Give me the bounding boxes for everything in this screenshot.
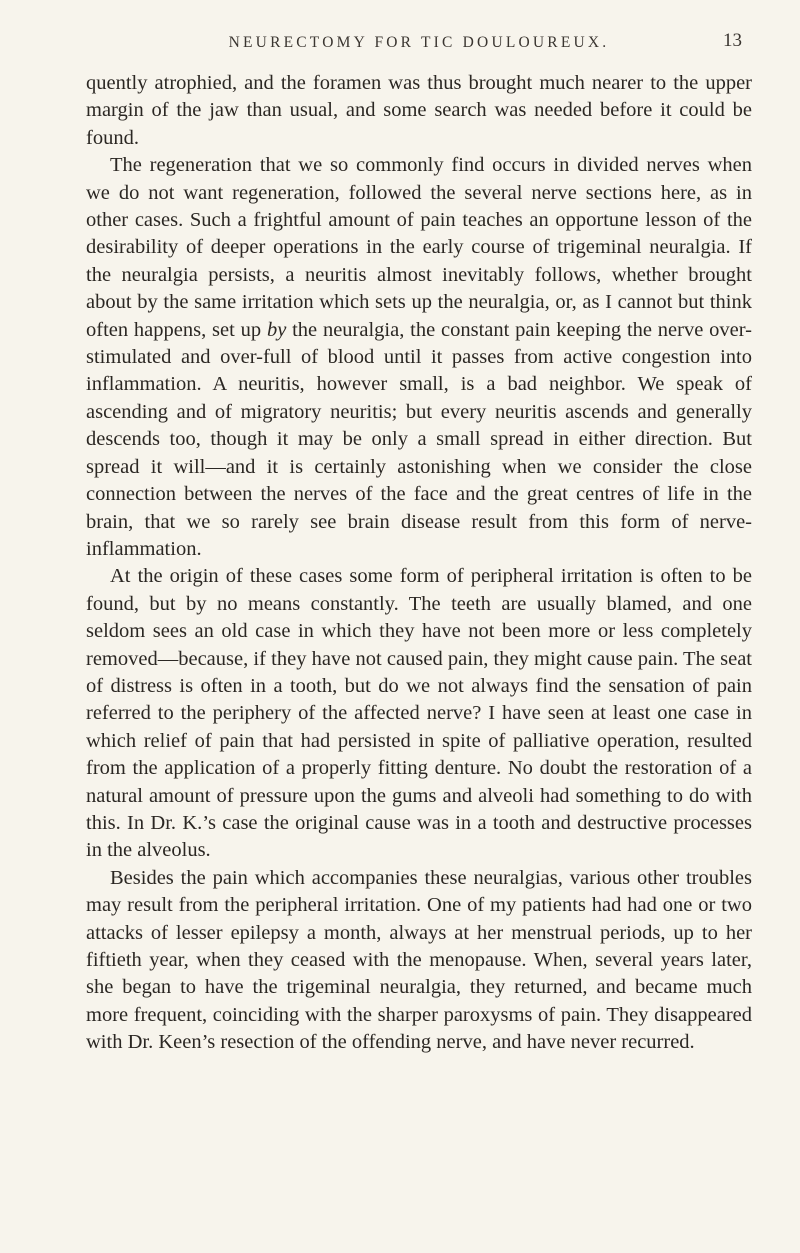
italic-emphasis: by <box>266 318 287 341</box>
paragraph-2-part-a: The regeneration that we so commonly find occurs in divided nerves when we do not want regeneration, followed the several nerve sections here, as in other cases. Such a frightful amount of pain teaches an opportune lesson of the desirability of deeper operations in the early course of trigeminal neuralgia. If the neuralgia persists, a neuritis almost inevitably follows, whether brought about by the same irritation which sets up the neuralgia, or, as I cannot but think often happens, set up <box>86 154 752 341</box>
body-text <box>86 70 752 1057</box>
paragraph-1: quently atrophied, and the foramen was thus brought much nearer to the upper margin of the jaw than usual, and some search was needed before it could be found. <box>86 72 752 149</box>
page-number: 13 <box>723 30 742 51</box>
paragraph-3: At the origin of these cases some form of peripheral irritation is often to be found, but by no means constantly. The teeth are usually blamed, and one seldom sees an old case in which they have not been more or less completely removed—because, if they have not caused pain, they might cause pain. The seat of distress is often in a tooth, but do we not always find the sensation of pain referred to the periphery of the affected nerve? I have seen at least one case in which relief of pain that had persisted in spite of palliative operation, resulted from the application of a properly fitting denture. No doubt the restoration of a natural amount of pressure upon the gums and alveoli had something to do with this. In Dr. K.’s case the original cause was in a tooth and destructive processes in the alveolus. <box>86 565 752 862</box>
running-title: NEURECTOMY FOR TIC DOULOUREUX. <box>228 34 610 51</box>
running-head <box>86 30 752 70</box>
paragraph-2-part-b: the neuralgia, the constant pain keeping the nerve over-stimulated and over-full of blood until it passes from active congestion into inflammation. A neuritis, however small, is a bad neighbor. We speak of ascending and of migratory neuritis; but every neuritis ascends and generally descends too, though it may be only a small spread in either direction. But spread it will—and it is certainly astonishing when we consider the close connection between the nerves of the face and the great centres of life in the brain, that we so rarely see brain disease result from this form of nerve-inflammation. <box>86 318 752 560</box>
paragraph-4: Besides the pain which accompanies these neuralgias, various other troubles may result from the peripheral irritation. One of my patients had had one or two attacks of lesser epilepsy a month, always at her menstrual periods, up to her fiftieth year, when they ceased with the menopause. When, several years later, she began to have the trigeminal neuralgia, they returned, and became much more frequent, coinciding with the sharper paroxysms of pain. They disappeared with Dr. Keen’s resection of the offending nerve, and have never recurred. <box>86 866 752 1054</box>
paragraph-2 <box>86 152 752 563</box>
